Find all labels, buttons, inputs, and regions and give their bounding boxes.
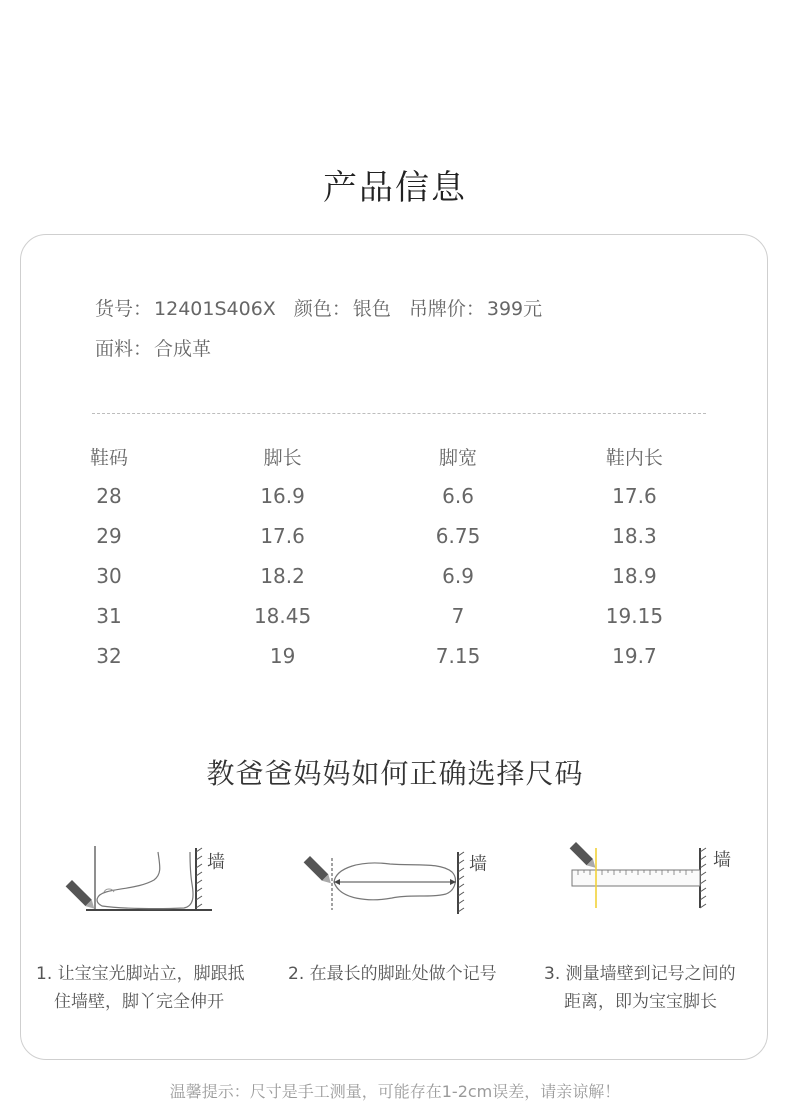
table-row <box>50 596 750 636</box>
size-table-header-row <box>50 436 750 476</box>
table-cell: 17.6 <box>260 524 305 548</box>
header-foot-length: 脚长 <box>263 446 302 469</box>
table-cell: 19 <box>269 644 296 668</box>
table-cell: 17.6 <box>612 484 657 508</box>
header-shoe-size: 鞋码 <box>89 446 128 469</box>
table-cell: 29 <box>96 524 122 548</box>
step-3-line-2: 距离，即为宝宝脚长 <box>564 992 717 1012</box>
guide-title: 教爸爸妈妈如何正确选择尺码 <box>206 757 584 790</box>
table-cell: 18.3 <box>612 524 657 548</box>
table-row <box>50 476 750 516</box>
step-1-line-2: 住墙壁，脚丫完全伸开 <box>54 992 224 1012</box>
price-label: 吊牌价： <box>408 298 485 320</box>
info-line-1 <box>95 294 544 321</box>
step-2-text <box>288 960 497 988</box>
table-cell: 32 <box>96 644 122 668</box>
color-label: 颜色： <box>293 298 351 320</box>
header-foot-width: 脚宽 <box>439 446 478 469</box>
table-cell: 19.7 <box>612 644 657 668</box>
step-3-text <box>544 960 736 1016</box>
table-cell: 30 <box>96 564 122 588</box>
table-row <box>50 516 750 556</box>
table-cell: 6.6 <box>442 484 474 508</box>
wall-label-2: 墙 <box>469 854 487 875</box>
dashed-divider <box>92 413 706 414</box>
table-cell: 18.2 <box>260 564 305 588</box>
table-row <box>50 556 750 596</box>
wall-label-3: 墙 <box>713 850 731 871</box>
step-3-line-1: 3. 测量墙壁到记号之间的 <box>544 964 736 984</box>
step3-ruler-illustration <box>566 838 716 914</box>
size-table <box>50 436 750 676</box>
material-value: 合成革 <box>154 338 212 360</box>
page-title: 产品信息 <box>323 168 467 208</box>
footnote: 温馨提示：尺寸是手工测量，可能存在1-2cm误差，请亲谅解！ <box>169 1082 621 1101</box>
table-cell: 18.9 <box>612 564 657 588</box>
info-line-2 <box>95 334 213 361</box>
table-cell: 16.9 <box>260 484 305 508</box>
table-cell: 18.45 <box>253 604 312 628</box>
sku-value: 12401S406X <box>154 298 276 320</box>
step2-measure-illustration <box>300 846 470 918</box>
table-cell: 31 <box>96 604 122 628</box>
table-cell: 7 <box>451 604 465 628</box>
table-row <box>50 636 750 676</box>
table-cell: 7.15 <box>435 644 481 668</box>
step-2-line-1: 2. 在最长的脚趾处做个记号 <box>288 964 497 984</box>
step-1-text <box>36 960 245 1016</box>
header-insole-length: 鞋内长 <box>605 446 663 469</box>
table-cell: 19.15 <box>605 604 664 628</box>
wall-label-1: 墙 <box>207 852 225 873</box>
table-cell: 6.75 <box>435 524 481 548</box>
price-value: 399元 <box>486 298 543 320</box>
step-1-line-1: 1. 让宝宝光脚站立，脚跟抵 <box>36 964 245 984</box>
table-cell: 6.9 <box>442 564 474 588</box>
material-label: 面料： <box>95 338 153 360</box>
table-cell: 28 <box>96 484 122 508</box>
color-value: 银色 <box>352 298 391 320</box>
sku-label: 货号： <box>95 298 153 320</box>
